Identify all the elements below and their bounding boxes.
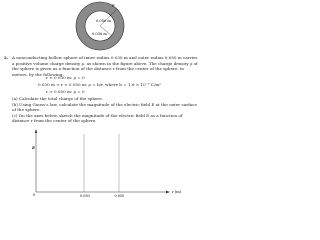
origin-label: 0 (33, 193, 36, 197)
y-axis-label: E (32, 145, 36, 150)
hollow-sphere-diagram (76, 2, 124, 50)
tick-label-0030: 0.030 (80, 194, 90, 198)
case-inner-region: r < 0.030 m: ρ = 0 (46, 75, 85, 80)
charge-density-symbol: ρ (112, 2, 115, 7)
problem-parts (12, 96, 198, 124)
part-b: (b) Using Gauss’s law, calculate the magnitude of the electric field E at the outer surface of the sphere. (12, 101, 197, 113)
part-c: (c) On the axes below, sketch the magnitude of the electric field E as a function of distance r from the center of the sphere. (12, 112, 183, 124)
problem-statement: A nonconducting hollow sphere of inner radius 0.030 m and outer radius 0.050 m carries a positive volume charge density ρ, as shown in the figure above. The charge density ρ of the sphere is given as a function of the distance r from the center of the sphere, in meters, by the following. (12, 55, 198, 77)
x-axis-arrow (166, 191, 170, 193)
part-a: (a) Calculate the total charge of the sphere. (12, 96, 104, 101)
case-outer-region: r > 0.050 m: ρ = 0 (46, 89, 85, 94)
case-shell-region: 0.030 m < r < 0.050 m: ρ = b/r, where b = 1.6 × 10⁻⁶ C/m² (38, 82, 161, 87)
tick-label-0050: 0.050 (114, 194, 125, 198)
x-axis-label: r (m) (172, 190, 182, 194)
inner-radius-label: 0.030 m (92, 32, 107, 36)
y-axis-arrow (35, 129, 37, 133)
problem-number: 2. (4, 55, 9, 60)
e-vs-r-axes (31, 129, 182, 198)
outer-radius-label: 0.050 m (96, 19, 111, 23)
